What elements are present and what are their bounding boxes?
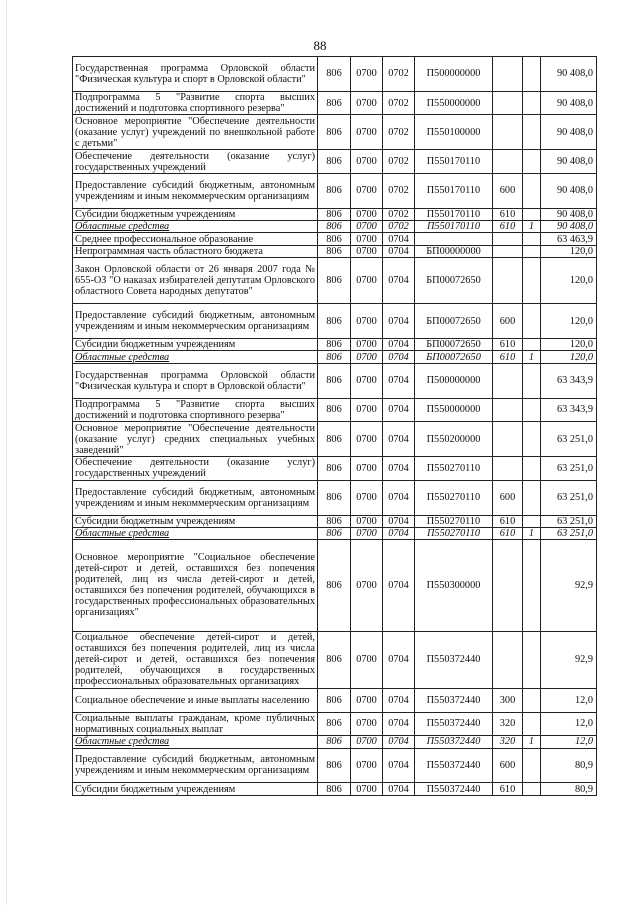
row-fund-source [523,115,541,150]
row-target-article: П550372440 [415,748,493,783]
row-section-code: 0700 [351,527,383,539]
row-expense-type [493,258,523,304]
row-expense-type: 600 [493,480,523,515]
row-target-article: БП00072650 [415,351,493,363]
table-row [73,221,597,233]
row-ved-code: 806 [318,712,351,736]
row-target-article: БП00072650 [415,339,493,351]
row-section-code: 0700 [351,150,383,174]
row-ved-code: 806 [318,480,351,515]
row-amount: 90 408,0 [541,150,597,174]
row-name: Предоставление субсидий бюджетным, автономным учреждениям и иным некоммерческим организациям [73,748,318,783]
row-section-code: 0700 [351,363,383,398]
row-target-article: П550300000 [415,540,493,631]
row-amount: 120,0 [541,245,597,257]
row-target-article: П550372440 [415,712,493,736]
row-fund-source [523,233,541,245]
table-row [73,527,597,539]
row-amount: 63 251,0 [541,457,597,481]
row-ved-code: 806 [318,173,351,208]
row-target-article: П550200000 [415,422,493,457]
row-fund-source: 1 [523,351,541,363]
row-target-article: П550372440 [415,631,493,689]
row-fund-source [523,783,541,795]
row-name: Основное мероприятие "Обеспечение деятельности (оказание услуг) средних специальных учебных заведений" [73,422,318,457]
row-section-code: 0700 [351,631,383,689]
row-subsection-code: 0704 [383,527,415,539]
row-expense-type: 610 [493,208,523,220]
table-row [73,304,597,339]
row-fund-source [523,631,541,689]
row-amount: 12,0 [541,689,597,713]
row-name: Подпрограмма 5 "Развитие спорта высших достижений и подготовка спортивного резерва" [73,91,318,115]
row-subsection-code: 0704 [383,245,415,257]
row-fund-source: 1 [523,736,541,748]
row-subsection-code: 0704 [383,540,415,631]
row-expense-type [493,631,523,689]
row-section-code: 0700 [351,245,383,257]
row-amount: 92,9 [541,540,597,631]
row-expense-type [493,57,523,92]
row-target-article: БП00000000 [415,245,493,257]
row-fund-source [523,515,541,527]
row-subsection-code: 0702 [383,208,415,220]
row-expense-type: 600 [493,304,523,339]
row-fund-source [523,457,541,481]
table-row [73,457,597,481]
row-amount: 90 408,0 [541,91,597,115]
row-fund-source [523,689,541,713]
row-expense-type: 600 [493,748,523,783]
row-ved-code: 806 [318,339,351,351]
row-target-article: П550100000 [415,115,493,150]
row-name: Областные средства [73,351,318,363]
page-number: 88 [313,38,327,53]
row-target-article: П550372440 [415,689,493,713]
row-target-article: П550372440 [415,736,493,748]
row-subsection-code: 0702 [383,57,415,92]
table-row [73,540,597,631]
row-ved-code: 806 [318,233,351,245]
table-row [73,208,597,220]
row-amount: 80,9 [541,783,597,795]
row-ved-code: 806 [318,457,351,481]
row-section-code: 0700 [351,540,383,631]
row-ved-code: 806 [318,57,351,92]
row-amount: 63 251,0 [541,422,597,457]
row-target-article: П550000000 [415,398,493,422]
row-fund-source [523,339,541,351]
row-expense-type [493,422,523,457]
row-target-article: П500000000 [415,363,493,398]
row-section-code: 0700 [351,304,383,339]
row-ved-code: 806 [318,150,351,174]
row-ved-code: 806 [318,398,351,422]
scan-edge [6,0,7,905]
table-row [73,398,597,422]
row-fund-source [523,304,541,339]
row-amount: 80,9 [541,748,597,783]
row-subsection-code: 0702 [383,173,415,208]
row-name: Предоставление субсидий бюджетным, автономным учреждениям и иным некоммерческим организациям [73,480,318,515]
row-section-code: 0700 [351,258,383,304]
row-name: Субсидии бюджетным учреждениям [73,515,318,527]
row-ved-code: 806 [318,304,351,339]
row-name: Обеспечение деятельности (оказание услуг) государственных учреждений [73,150,318,174]
row-name: Социальное обеспечение детей-сирот и детей, оставшихся без попечения родителей, лиц из числа детей-сирот и детей, оставшихся без попечения родителей, обучающихся в государственных профессиональных образовательных организациях [73,631,318,689]
row-ved-code: 806 [318,221,351,233]
row-ved-code: 806 [318,115,351,150]
table-row [73,258,597,304]
row-amount: 90 408,0 [541,173,597,208]
row-name: Непрограммная часть областного бюджета [73,245,318,257]
table-row [73,480,597,515]
row-expense-type [493,233,523,245]
row-section-code: 0700 [351,422,383,457]
row-target-article: П550170110 [415,173,493,208]
row-name: Государственная программа Орловской области "Физическая культура и спорт в Орловской области" [73,57,318,92]
row-name: Подпрограмма 5 "Развитие спорта высших достижений и подготовка спортивного резерва" [73,398,318,422]
row-expense-type [493,91,523,115]
row-ved-code: 806 [318,363,351,398]
row-expense-type: 610 [493,339,523,351]
table-row [73,173,597,208]
row-subsection-code: 0704 [383,457,415,481]
row-section-code: 0700 [351,457,383,481]
row-expense-type: 320 [493,736,523,748]
row-ved-code: 806 [318,748,351,783]
row-expense-type: 610 [493,351,523,363]
row-subsection-code: 0704 [383,631,415,689]
row-ved-code: 806 [318,689,351,713]
row-subsection-code: 0704 [383,233,415,245]
row-fund-source: 1 [523,527,541,539]
row-subsection-code: 0702 [383,91,415,115]
table-row [73,515,597,527]
table-row [73,631,597,689]
row-name: Предоставление субсидий бюджетным, автономным учреждениям и иным некоммерческим организациям [73,173,318,208]
row-expense-type [493,540,523,631]
row-amount: 90 408,0 [541,221,597,233]
table-row [73,245,597,257]
row-section-code: 0700 [351,736,383,748]
row-expense-type [493,245,523,257]
table-row [73,233,597,245]
row-section-code: 0700 [351,173,383,208]
row-section-code: 0700 [351,91,383,115]
row-ved-code: 806 [318,245,351,257]
row-name: Основное мероприятие "Социальное обеспечение детей-сирот и детей, оставшихся без попечения родителей, лиц из числа детей-сирот и детей, оставшихся без попечения родителей, обучающихся в государственных профессиональных образовательных организациях" [73,540,318,631]
row-name: Областные средства [73,527,318,539]
row-name: Областные средства [73,221,318,233]
row-amount: 120,0 [541,258,597,304]
row-target-article: П550372440 [415,783,493,795]
row-amount: 120,0 [541,339,597,351]
table-row [73,115,597,150]
row-name: Областные средства [73,736,318,748]
row-subsection-code: 0704 [383,398,415,422]
row-fund-source [523,150,541,174]
row-expense-type: 610 [493,527,523,539]
row-subsection-code: 0702 [383,150,415,174]
row-section-code: 0700 [351,748,383,783]
row-fund-source [523,208,541,220]
budget-table [72,56,597,796]
row-target-article: П550170110 [415,208,493,220]
row-amount: 120,0 [541,351,597,363]
row-ved-code: 806 [318,540,351,631]
row-ved-code: 806 [318,351,351,363]
row-amount: 63 343,9 [541,398,597,422]
row-amount: 92,9 [541,631,597,689]
row-name: Среднее профессиональное образование [73,233,318,245]
row-name: Субсидии бюджетным учреждениям [73,339,318,351]
row-ved-code: 806 [318,631,351,689]
row-section-code: 0700 [351,233,383,245]
table-row [73,783,597,795]
row-fund-source [523,258,541,304]
table-row [73,339,597,351]
row-section-code: 0700 [351,398,383,422]
row-amount: 120,0 [541,304,597,339]
row-target-article: П550170110 [415,221,493,233]
row-amount: 12,0 [541,712,597,736]
row-fund-source [523,363,541,398]
row-ved-code: 806 [318,527,351,539]
row-section-code: 0700 [351,515,383,527]
table-row [73,91,597,115]
row-ved-code: 806 [318,258,351,304]
row-name: Субсидии бюджетным учреждениям [73,783,318,795]
row-amount: 63 251,0 [541,527,597,539]
row-fund-source [523,712,541,736]
row-target-article: П550270110 [415,527,493,539]
row-target-article [415,233,493,245]
row-section-code: 0700 [351,480,383,515]
row-amount: 63 251,0 [541,480,597,515]
row-target-article: П550270110 [415,457,493,481]
row-name: Обеспечение деятельности (оказание услуг) государственных учреждений [73,457,318,481]
row-subsection-code: 0704 [383,304,415,339]
table-row [73,689,597,713]
row-subsection-code: 0704 [383,363,415,398]
row-ved-code: 806 [318,515,351,527]
table-row [73,363,597,398]
table-row [73,150,597,174]
row-ved-code: 806 [318,736,351,748]
row-subsection-code: 0704 [383,422,415,457]
row-section-code: 0700 [351,208,383,220]
row-ved-code: 806 [318,91,351,115]
row-subsection-code: 0704 [383,736,415,748]
row-expense-type: 610 [493,221,523,233]
table-row [73,712,597,736]
row-amount: 63 343,9 [541,363,597,398]
row-subsection-code: 0704 [383,748,415,783]
row-section-code: 0700 [351,712,383,736]
row-subsection-code: 0704 [383,783,415,795]
row-section-code: 0700 [351,351,383,363]
row-expense-type [493,363,523,398]
row-fund-source [523,173,541,208]
row-subsection-code: 0704 [383,515,415,527]
row-expense-type: 600 [493,173,523,208]
row-amount: 63 463,9 [541,233,597,245]
row-name: Государственная программа Орловской области "Физическая культура и спорт в Орловской области" [73,363,318,398]
table-row [73,736,597,748]
row-expense-type [493,150,523,174]
row-target-article: П550000000 [415,91,493,115]
row-name: Субсидии бюджетным учреждениям [73,208,318,220]
row-expense-type [493,115,523,150]
row-ved-code: 806 [318,783,351,795]
row-subsection-code: 0704 [383,258,415,304]
row-subsection-code: 0704 [383,480,415,515]
row-fund-source [523,540,541,631]
row-target-article: П550270110 [415,515,493,527]
row-amount: 90 408,0 [541,208,597,220]
row-section-code: 0700 [351,57,383,92]
row-section-code: 0700 [351,115,383,150]
row-amount: 90 408,0 [541,115,597,150]
row-fund-source [523,57,541,92]
row-section-code: 0700 [351,339,383,351]
row-expense-type: 610 [493,515,523,527]
row-fund-source [523,91,541,115]
row-expense-type: 610 [493,783,523,795]
row-amount: 12,0 [541,736,597,748]
row-subsection-code: 0702 [383,115,415,150]
row-subsection-code: 0704 [383,351,415,363]
row-name: Социальное обеспечение и иные выплаты населению [73,689,318,713]
row-fund-source [523,480,541,515]
row-target-article: П550170110 [415,150,493,174]
row-fund-source [523,422,541,457]
table-row [73,748,597,783]
row-fund-source [523,398,541,422]
row-ved-code: 806 [318,422,351,457]
row-expense-type: 300 [493,689,523,713]
row-name: Основное мероприятие "Обеспечение деятельности (оказание услуг) учреждений по внешкольной работе с детьми" [73,115,318,150]
row-fund-source: 1 [523,221,541,233]
row-amount: 63 251,0 [541,515,597,527]
row-expense-type [493,398,523,422]
table-row [73,351,597,363]
table-row [73,57,597,92]
row-subsection-code: 0704 [383,689,415,713]
row-section-code: 0700 [351,689,383,713]
row-subsection-code: 0702 [383,221,415,233]
row-target-article: П500000000 [415,57,493,92]
row-target-article: БП00072650 [415,258,493,304]
row-fund-source [523,245,541,257]
row-name: Закон Орловской области от 26 января 2007 года № 655-ОЗ "О наказах избирателей депутатам Орловского областного Совета народных депутатов" [73,258,318,304]
row-section-code: 0700 [351,783,383,795]
row-name: Предоставление субсидий бюджетным, автономным учреждениям и иным некоммерческим организациям [73,304,318,339]
row-subsection-code: 0704 [383,339,415,351]
row-subsection-code: 0704 [383,712,415,736]
row-name: Социальные выплаты гражданам, кроме публичных нормативных социальных выплат [73,712,318,736]
row-section-code: 0700 [351,221,383,233]
row-fund-source [523,748,541,783]
row-expense-type: 320 [493,712,523,736]
table-row [73,422,597,457]
row-amount: 90 408,0 [541,57,597,92]
row-target-article: П550270110 [415,480,493,515]
row-ved-code: 806 [318,208,351,220]
row-target-article: БП00072650 [415,304,493,339]
row-expense-type [493,457,523,481]
